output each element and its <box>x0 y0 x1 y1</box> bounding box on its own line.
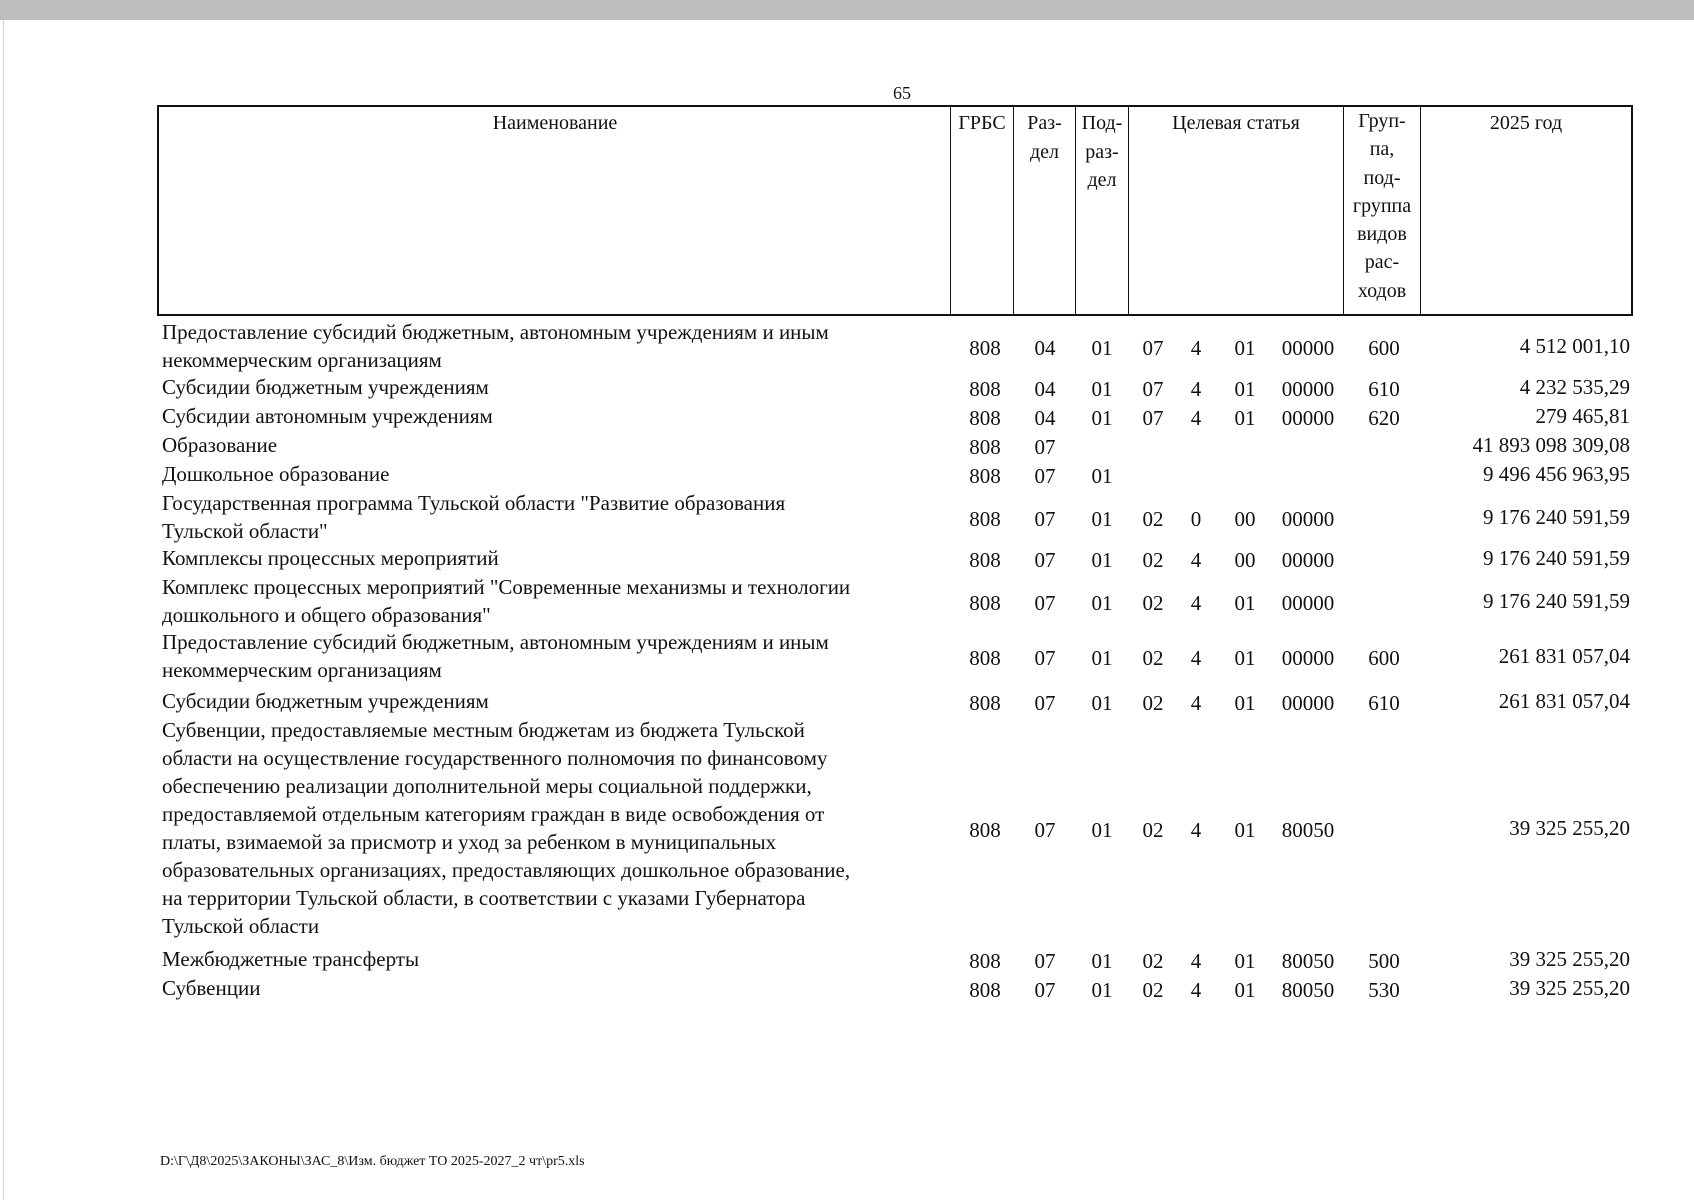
row-name <box>162 460 942 488</box>
row-name <box>162 974 942 1002</box>
cell-t4: 00000 <box>1281 548 1335 572</box>
header-group-line: па, <box>1369 138 1395 161</box>
cell-rz: 07 <box>1034 818 1056 842</box>
header-group-line: группа <box>1352 194 1412 217</box>
row-name <box>162 489 942 545</box>
header-group-line: под- <box>1363 166 1401 189</box>
cell-grbs: 808 <box>969 591 1001 615</box>
cell-pr: 01 <box>1091 591 1113 615</box>
cell-t1: 07 <box>1142 406 1164 430</box>
cell-rz: 07 <box>1034 978 1056 1002</box>
cell-vr: 600 <box>1368 336 1400 360</box>
cell-t3: 01 <box>1234 646 1256 670</box>
cell-t2: 4 <box>1190 336 1202 360</box>
cell-t1: 07 <box>1142 377 1164 401</box>
cell-t3: 01 <box>1234 336 1256 360</box>
cell-t2: 4 <box>1190 818 1202 842</box>
cell-amount: 9 176 240 591,59 <box>1483 589 1630 613</box>
cell-t1: 02 <box>1142 818 1164 842</box>
cell-amount: 9 176 240 591,59 <box>1483 546 1630 570</box>
row-name <box>162 431 942 459</box>
cell-amount: 39 325 255,20 <box>1509 976 1630 1000</box>
row-name <box>162 945 942 973</box>
row-name <box>162 318 942 374</box>
cell-amount: 261 831 057,04 <box>1498 644 1630 668</box>
cell-pr: 01 <box>1091 949 1113 973</box>
cell-t4: 00000 <box>1281 406 1335 430</box>
cell-t4: 00000 <box>1281 507 1335 531</box>
row-name <box>162 716 942 940</box>
cell-t1: 02 <box>1142 978 1164 1002</box>
header-group-line: рас- <box>1364 251 1400 274</box>
header-podrazdel-line: раз- <box>1085 140 1119 163</box>
cell-t3: 01 <box>1234 978 1256 1002</box>
cell-t4: 80050 <box>1281 949 1335 973</box>
header-podrazdel-line: Под- <box>1081 112 1123 134</box>
row-name-line: Субвенции, предоставляемые местным бюджетам из бюджета Тульской <box>162 718 805 742</box>
header-target: Целевая статья <box>1172 112 1300 134</box>
cell-vr: 530 <box>1368 978 1400 1002</box>
cell-t2: 4 <box>1190 406 1202 430</box>
cell-t3: 00 <box>1234 507 1256 531</box>
cell-pr: 01 <box>1091 406 1113 430</box>
row-name-line: Государственная программа Тульской области "Развитие образования <box>162 491 786 515</box>
cell-rz: 07 <box>1034 507 1056 531</box>
row-name <box>162 573 942 629</box>
row-name <box>162 687 942 715</box>
cell-t3: 01 <box>1234 949 1256 973</box>
cell-grbs: 808 <box>969 949 1001 973</box>
cell-t1: 02 <box>1142 646 1164 670</box>
row-name-line: Образование <box>162 433 278 457</box>
header-razdel-line: Раз- <box>1027 112 1062 134</box>
cell-t3: 01 <box>1234 377 1256 401</box>
header-group-line: ходов <box>1357 279 1407 302</box>
cell-grbs: 808 <box>969 507 1001 531</box>
row-name-line: Тульской области <box>162 914 320 938</box>
cell-t2: 4 <box>1190 646 1202 670</box>
cell-pr: 01 <box>1091 336 1113 360</box>
row-name-line: дошкольного и общего образования" <box>162 603 491 627</box>
cell-grbs: 808 <box>969 818 1001 842</box>
cell-t2: 4 <box>1190 548 1202 572</box>
cell-amount: 41 893 098 309,08 <box>1472 433 1630 457</box>
cell-rz: 07 <box>1034 591 1056 615</box>
scan-top-border <box>0 0 1694 20</box>
cell-pr: 01 <box>1091 548 1113 572</box>
row-name-line: Дошкольное образование <box>162 462 390 486</box>
cell-grbs: 808 <box>969 646 1001 670</box>
cell-vr: 610 <box>1368 691 1400 715</box>
header-year: 2025 год <box>1489 112 1563 134</box>
cell-t4: 80050 <box>1281 978 1335 1002</box>
cell-t4: 80050 <box>1281 818 1335 842</box>
cell-pr: 01 <box>1091 464 1113 488</box>
row-name <box>162 628 942 684</box>
footer-file-path: D:\Г\Д8\2025\ЗАКОНЫ\ЗАС_8\Изм. бюджет ТО 2025-2027_2 чт\pr5.xls <box>160 1154 585 1169</box>
cell-t1: 02 <box>1142 591 1164 615</box>
cell-t1: 02 <box>1142 691 1164 715</box>
row-name-line: Межбюджетные трансферты <box>162 947 420 971</box>
cell-pr: 01 <box>1091 978 1113 1002</box>
cell-rz: 07 <box>1034 435 1056 459</box>
cell-amount: 4 512 001,10 <box>1519 334 1630 358</box>
cell-grbs: 808 <box>969 336 1001 360</box>
row-name-line: Субсидии бюджетным учреждениям <box>162 375 489 399</box>
row-name-line: образовательных организациях, предоставляющих дошкольное образование, <box>162 858 851 882</box>
header-podrazdel-line: дел <box>1087 169 1117 191</box>
cell-t4: 00000 <box>1281 691 1335 715</box>
row-name-line: обеспечению реализации дополнительной меры социальной поддержки, <box>162 774 812 798</box>
cell-pr: 01 <box>1091 646 1113 670</box>
cell-amount: 279 465,81 <box>1535 404 1630 428</box>
cell-grbs: 808 <box>969 464 1001 488</box>
row-name <box>162 402 942 430</box>
cell-grbs: 808 <box>969 377 1001 401</box>
row-name-line: платы, взимаемой за присмотр и уход за ребенком в муниципальных <box>162 830 777 854</box>
cell-t4: 00000 <box>1281 646 1335 670</box>
row-name-line: некоммерческим организациям <box>162 658 442 682</box>
scan-left-edge <box>3 20 4 1200</box>
row-name-line: Субсидии автономным учреждениям <box>162 404 493 428</box>
row-name-line: области на осуществление государственного полномочия по финансовому <box>162 746 828 770</box>
cell-amount: 39 325 255,20 <box>1509 816 1630 840</box>
cell-amount: 4 232 535,29 <box>1519 375 1630 399</box>
row-name-line: Предоставление субсидий бюджетным, автономным учреждениям и иным <box>162 630 829 654</box>
cell-vr: 500 <box>1368 949 1400 973</box>
cell-rz: 04 <box>1034 377 1056 401</box>
cell-t4: 00000 <box>1281 591 1335 615</box>
header-group <box>1344 107 1420 305</box>
cell-t2: 4 <box>1190 591 1202 615</box>
header-razdel <box>1014 109 1075 166</box>
cell-pr: 01 <box>1091 507 1113 531</box>
cell-t1: 07 <box>1142 336 1164 360</box>
cell-t1: 02 <box>1142 949 1164 973</box>
page-number: 65 <box>893 83 911 103</box>
cell-grbs: 808 <box>969 691 1001 715</box>
cell-t2: 4 <box>1190 949 1202 973</box>
cell-amount: 9 176 240 591,59 <box>1483 505 1630 529</box>
header-podrazdel <box>1076 109 1128 195</box>
cell-rz: 04 <box>1034 336 1056 360</box>
cell-amount: 9 496 456 963,95 <box>1483 462 1630 486</box>
row-name <box>162 373 942 401</box>
cell-vr: 620 <box>1368 406 1400 430</box>
header-razdel-line: дел <box>1029 140 1060 163</box>
header-grbs: ГРБС <box>958 112 1006 134</box>
cell-pr: 01 <box>1091 691 1113 715</box>
cell-t1: 02 <box>1142 507 1164 531</box>
row-name-line: некоммерческим организациям <box>162 348 442 372</box>
cell-rz: 07 <box>1034 464 1056 488</box>
cell-t3: 01 <box>1234 818 1256 842</box>
cell-amount: 39 325 255,20 <box>1509 947 1630 971</box>
row-name-line: Субвенции <box>162 976 261 1000</box>
row-name <box>162 544 942 572</box>
cell-t3: 00 <box>1234 548 1256 572</box>
cell-pr: 01 <box>1091 377 1113 401</box>
row-name-line: Субсидии бюджетным учреждениям <box>162 689 489 713</box>
cell-rz: 07 <box>1034 691 1056 715</box>
cell-rz: 04 <box>1034 406 1056 430</box>
cell-t2: 4 <box>1190 978 1202 1002</box>
row-name-line: Комплексы процессных мероприятий <box>162 546 499 570</box>
cell-t4: 00000 <box>1281 377 1335 401</box>
cell-t2: 4 <box>1190 377 1202 401</box>
header-group-line: Груп- <box>1358 110 1406 132</box>
cell-rz: 07 <box>1034 646 1056 670</box>
cell-t2: 4 <box>1190 691 1202 715</box>
cell-t1: 02 <box>1142 548 1164 572</box>
row-name-line: на территории Тульской области, в соответствии с указами Губернатора <box>162 886 806 910</box>
cell-vr: 600 <box>1368 646 1400 670</box>
cell-grbs: 808 <box>969 406 1001 430</box>
cell-t3: 01 <box>1234 406 1256 430</box>
cell-amount: 261 831 057,04 <box>1498 689 1630 713</box>
cell-grbs: 808 <box>969 978 1001 1002</box>
header-group-line: видов <box>1357 223 1407 246</box>
cell-t3: 01 <box>1234 591 1256 615</box>
cell-t4: 00000 <box>1281 336 1335 360</box>
row-name-line: Тульской области" <box>162 519 328 543</box>
cell-t2: 0 <box>1190 507 1202 531</box>
cell-pr: 01 <box>1091 818 1113 842</box>
cell-grbs: 808 <box>969 435 1001 459</box>
row-name-line: предоставляемой отдельным категориям граждан в виде освобождения от <box>162 802 825 826</box>
cell-vr: 610 <box>1368 377 1400 401</box>
cell-grbs: 808 <box>969 548 1001 572</box>
row-name-line: Комплекс процессных мероприятий "Современные механизмы и технологии <box>162 575 851 599</box>
cell-t3: 01 <box>1234 691 1256 715</box>
cell-rz: 07 <box>1034 548 1056 572</box>
row-name-line: Предоставление субсидий бюджетным, автономным учреждениям и иным <box>162 320 829 344</box>
header-name: Наименование <box>492 112 618 134</box>
cell-rz: 07 <box>1034 949 1056 973</box>
